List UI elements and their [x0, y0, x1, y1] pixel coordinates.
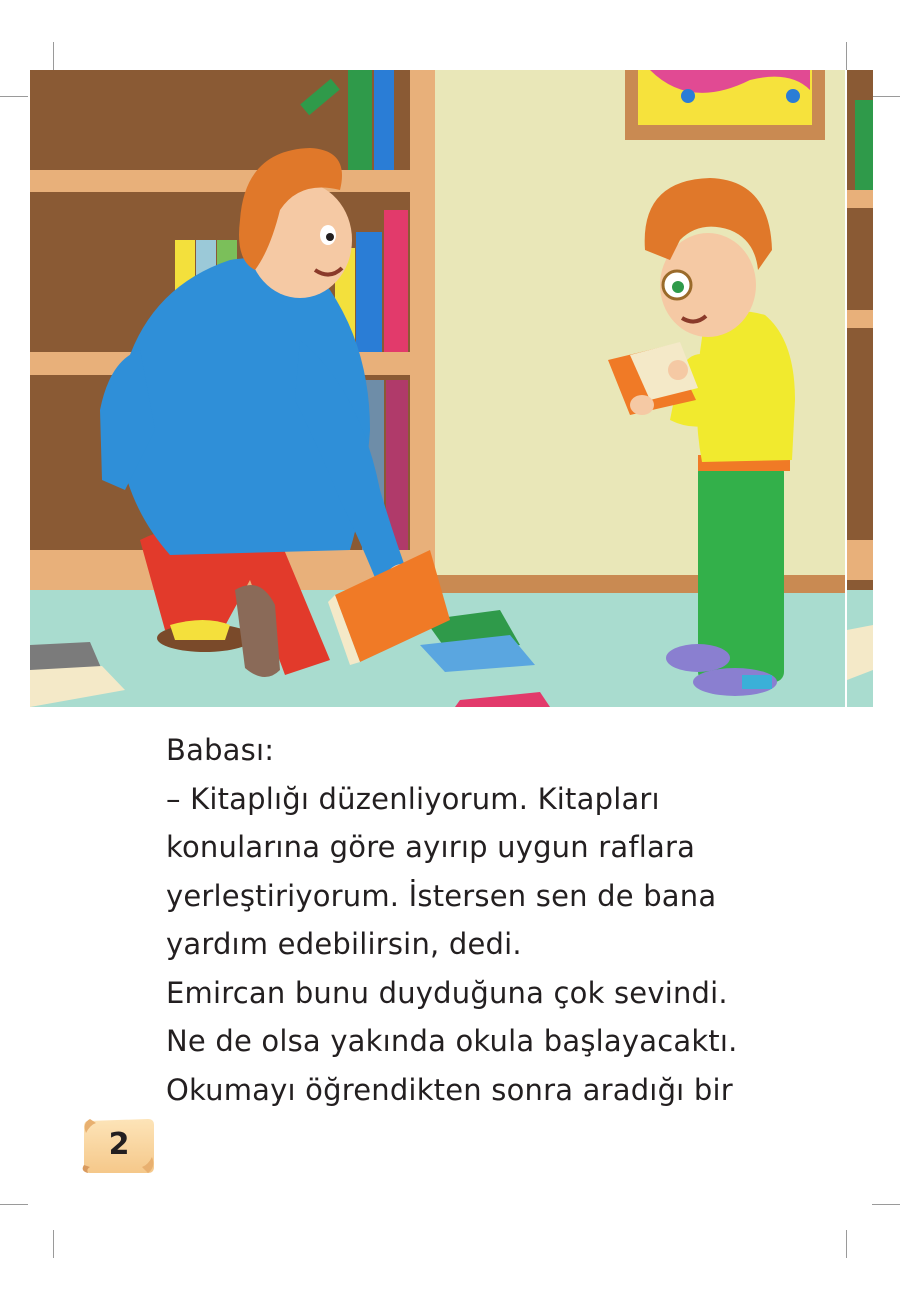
adjacent-board — [847, 310, 873, 328]
story-line: yerleştiriyorum. İstersen sen de bana — [166, 878, 717, 913]
boy-sock — [742, 675, 772, 689]
crop-mark — [0, 96, 28, 97]
crop-mark — [846, 1230, 847, 1258]
illustration-svg — [30, 70, 845, 707]
book — [384, 210, 408, 352]
page-number-badge — [80, 1115, 158, 1175]
boy-eye — [672, 281, 684, 293]
crop-mark — [872, 1204, 900, 1205]
story-line: yardım edebilirsin, dedi. — [166, 927, 522, 961]
book — [348, 70, 372, 170]
story-line: Emircan bunu duyduğuna çok sevindi. — [166, 975, 728, 1010]
father-sock — [170, 620, 230, 640]
book — [374, 70, 394, 170]
shelf-board — [30, 170, 435, 192]
adjacent-board — [847, 540, 873, 580]
adjacent-page-svg — [847, 70, 873, 707]
story-line: Babası: — [166, 733, 275, 767]
crop-mark — [846, 42, 847, 70]
crop-mark — [53, 1230, 54, 1258]
picture-dot — [786, 89, 800, 103]
story-line: konularına göre ayırıp uygun raflara — [166, 830, 696, 864]
page-number: 2 — [108, 1127, 130, 1162]
story-line: – Kitaplığı düzenliyorum. Kitapları — [166, 781, 660, 816]
crop-mark — [53, 42, 54, 70]
story-illustration — [30, 70, 845, 707]
crop-mark — [872, 96, 900, 97]
story-line: Ne de olsa yakında okula başlayacaktı. — [166, 1024, 738, 1058]
book — [356, 232, 382, 352]
adjacent-book — [855, 100, 873, 190]
story-text — [166, 726, 806, 1114]
adjacent-page-strip — [847, 70, 873, 707]
boy-hand — [630, 395, 654, 415]
picture-dot — [681, 89, 695, 103]
boy-hand — [668, 360, 688, 380]
crop-mark — [0, 1204, 28, 1205]
shelf-side — [410, 70, 435, 590]
adjacent-board — [847, 190, 873, 208]
bunny-slipper — [666, 644, 730, 672]
story-line: Okumayı öğrendikten sonra aradığı bir — [166, 1072, 733, 1107]
father-pupil — [326, 233, 334, 241]
